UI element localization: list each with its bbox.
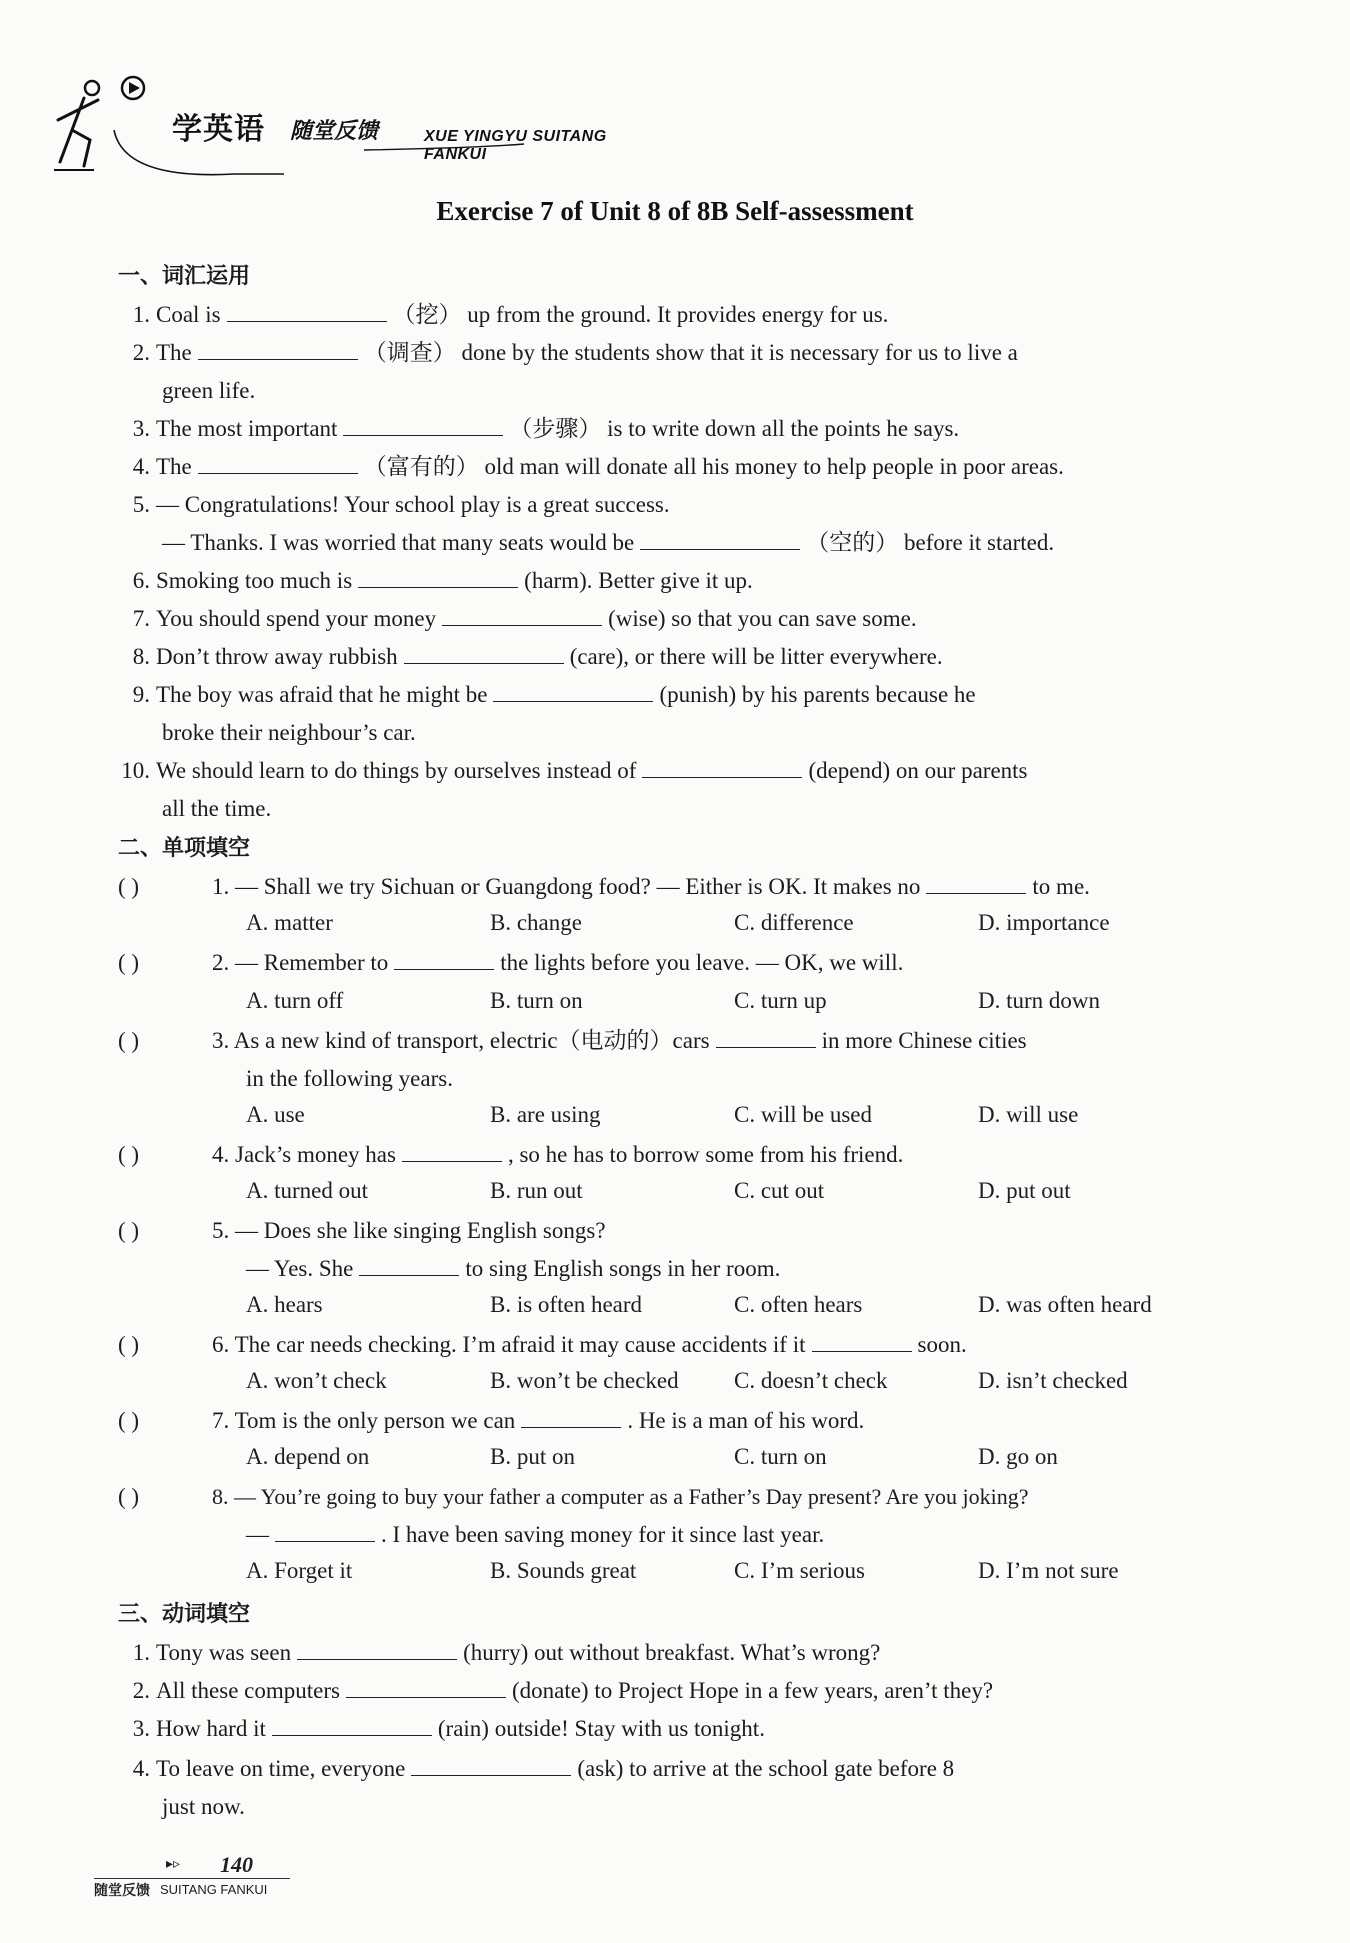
s3-item-4 bbox=[118, 1754, 954, 1784]
option-a[interactable]: A. turned out bbox=[246, 1178, 369, 1203]
answer-paren[interactable]: ( ) bbox=[118, 1408, 140, 1433]
answer-blank[interactable] bbox=[640, 529, 800, 550]
brand-subtitle-cn: 随堂反馈 bbox=[290, 119, 379, 144]
option-a[interactable]: A. won’t check bbox=[246, 1368, 387, 1393]
item-number: 9. bbox=[132, 682, 150, 707]
answer-blank[interactable] bbox=[402, 1141, 502, 1162]
section1-heading: 一、词汇运用 bbox=[118, 264, 251, 289]
item-text: — Yes. She bbox=[246, 1256, 354, 1281]
s1-item-1 bbox=[118, 300, 888, 330]
s1-item-10 bbox=[118, 756, 1028, 786]
option-b[interactable]: B. won’t be checked bbox=[490, 1368, 679, 1393]
item-text: soon. bbox=[917, 1332, 967, 1357]
s1-item-9 bbox=[118, 680, 976, 710]
item-text: the lights before you leave. — OK, we will. bbox=[500, 950, 904, 975]
option-c[interactable]: C. turn on bbox=[734, 1444, 827, 1469]
item-text: （空的） before it started. bbox=[806, 530, 1055, 555]
item-text: (wise) so that you can save some. bbox=[608, 606, 917, 631]
item-text: — Does she like singing English songs? bbox=[235, 1218, 606, 1243]
item-text: (care), or there will be litter everywhere. bbox=[569, 644, 943, 669]
brand-header bbox=[54, 70, 654, 180]
answer-blank[interactable] bbox=[343, 415, 503, 436]
item-text: (harm). Better give it up. bbox=[524, 568, 753, 593]
item-text: , so he has to borrow some from his friend. bbox=[507, 1142, 904, 1167]
s2-item-5-reply bbox=[246, 1254, 780, 1284]
answer-blank[interactable] bbox=[297, 1639, 457, 1660]
item-number: 4. bbox=[132, 1756, 150, 1781]
item-text: (punish) by his parents because he bbox=[659, 682, 976, 707]
s2-item-8 bbox=[212, 1482, 1028, 1512]
answer-blank[interactable] bbox=[394, 949, 494, 970]
item-text: — bbox=[246, 1522, 269, 1547]
option-c[interactable]: C. cut out bbox=[734, 1178, 825, 1203]
item-text: to me. bbox=[1032, 874, 1090, 899]
answer-blank[interactable] bbox=[198, 453, 358, 474]
s2-item-4 bbox=[212, 1140, 903, 1170]
item-text: (ask) to arrive at the school gate before 8 bbox=[577, 1756, 955, 1781]
answer-blank[interactable] bbox=[275, 1521, 375, 1542]
item-number: 8. bbox=[212, 1484, 229, 1509]
s1-item-8 bbox=[118, 642, 943, 672]
item-text: The bbox=[156, 454, 192, 479]
option-d[interactable]: D. will use bbox=[978, 1102, 1079, 1127]
option-c[interactable]: C. turn up bbox=[734, 988, 827, 1013]
arrow-right-icon: ▸▹ bbox=[166, 1856, 181, 1872]
s3-item-1 bbox=[118, 1638, 880, 1668]
option-c[interactable]: C. difference bbox=[734, 910, 854, 935]
s2-item-1 bbox=[212, 872, 1090, 902]
item-text: (depend) on our parents bbox=[808, 758, 1028, 783]
item-text: — Shall we try Sichuan or Guangdong food? — Either is OK. It makes no bbox=[235, 874, 921, 899]
item-number: 1. bbox=[132, 302, 150, 327]
option-a[interactable]: A. turn off bbox=[246, 988, 344, 1013]
s1-item-2 bbox=[118, 338, 1230, 368]
answer-paren[interactable]: ( ) bbox=[118, 1142, 140, 1167]
item-number: 4. bbox=[132, 454, 150, 479]
footer-pinyin: SUITANG FANKUI bbox=[160, 1882, 268, 1897]
option-b[interactable]: B. turn on bbox=[490, 988, 583, 1013]
s3-item-2 bbox=[118, 1676, 993, 1706]
option-b[interactable]: B. put on bbox=[490, 1444, 575, 1469]
item-number: 4. bbox=[212, 1142, 230, 1167]
item-text: All these computers bbox=[156, 1678, 340, 1703]
answer-blank[interactable] bbox=[404, 643, 564, 664]
item-text: （挖） up from the ground. It provides energy for us. bbox=[392, 302, 889, 327]
s2-item-6 bbox=[212, 1330, 967, 1360]
item-text: We should learn to do things by ourselves instead of bbox=[156, 758, 637, 783]
answer-paren[interactable]: ( ) bbox=[118, 950, 140, 975]
s1-item-3 bbox=[118, 414, 959, 444]
item-number: 8. bbox=[132, 644, 150, 669]
item-text: — Thanks. I was worried that many seats would be bbox=[162, 530, 635, 555]
answer-blank[interactable] bbox=[227, 301, 387, 322]
footer-divider bbox=[94, 1878, 290, 1879]
s1-item-5 bbox=[118, 490, 670, 520]
item-number: 7. bbox=[212, 1408, 230, 1433]
item-text: You should spend your money bbox=[156, 606, 437, 631]
answer-blank[interactable] bbox=[493, 681, 653, 702]
answer-blank[interactable] bbox=[346, 1677, 506, 1698]
answer-blank[interactable] bbox=[411, 1755, 571, 1776]
page-number: 140 bbox=[220, 1852, 253, 1877]
answer-paren[interactable]: ( ) bbox=[118, 874, 140, 899]
s1-item-2-cont: green life. bbox=[162, 378, 256, 403]
s1-item-4 bbox=[118, 452, 1064, 482]
item-number: 3. bbox=[132, 1716, 150, 1741]
answer-blank[interactable] bbox=[812, 1331, 912, 1352]
s2-item-5 bbox=[212, 1216, 606, 1246]
option-c[interactable]: C. often hears bbox=[734, 1292, 863, 1317]
item-number: 6. bbox=[212, 1332, 230, 1357]
answer-blank[interactable] bbox=[642, 757, 802, 778]
s1-item-10-cont: all the time. bbox=[162, 796, 272, 821]
item-number: 5. bbox=[212, 1218, 230, 1243]
item-text: — Congratulations! Your school play is a great success. bbox=[156, 492, 670, 517]
section3-heading: 三、动词填空 bbox=[118, 1602, 251, 1627]
s3-item-3 bbox=[118, 1714, 765, 1744]
option-a[interactable]: A. Forget it bbox=[246, 1558, 353, 1583]
option-a[interactable]: A. hears bbox=[246, 1292, 323, 1317]
option-b[interactable]: B. are using bbox=[490, 1102, 601, 1127]
section2-heading: 二、单项填空 bbox=[118, 836, 251, 861]
item-text: （调查） done by the students show that it is necessary for us to live a bbox=[363, 340, 1018, 365]
page-title: Exercise 7 of Unit 8 of 8B Self-assessment bbox=[436, 196, 914, 226]
item-text: to sing English songs in her room. bbox=[465, 1256, 781, 1281]
option-d[interactable]: D. I’m not sure bbox=[978, 1558, 1119, 1583]
item-number: 3. bbox=[212, 1028, 230, 1053]
answer-blank[interactable] bbox=[521, 1407, 621, 1428]
answer-blank[interactable] bbox=[358, 567, 518, 588]
option-c[interactable]: C. doesn’t check bbox=[734, 1368, 888, 1393]
item-text: How hard it bbox=[156, 1716, 266, 1741]
s2-item-3-cont: in the following years. bbox=[246, 1066, 453, 1091]
item-number: 1. bbox=[132, 1640, 150, 1665]
item-text: — You’re going to buy your father a computer as a Father’s Day present? Are you joking? bbox=[234, 1484, 1029, 1509]
option-d[interactable]: D. put out bbox=[978, 1178, 1071, 1203]
s1-item-5-reply bbox=[162, 528, 1054, 558]
item-number: 5. bbox=[132, 492, 150, 517]
answer-blank[interactable] bbox=[198, 339, 358, 360]
s2-item-3 bbox=[212, 1026, 1027, 1056]
item-text: The boy was afraid that he might be bbox=[156, 682, 488, 707]
s2-item-7 bbox=[212, 1406, 864, 1436]
answer-paren[interactable]: ( ) bbox=[118, 1332, 140, 1357]
item-text: The most important bbox=[156, 416, 338, 441]
item-text: (donate) to Project Hope in a few years, aren’t they? bbox=[511, 1678, 994, 1703]
item-text: Jack’s money has bbox=[235, 1142, 396, 1167]
option-c[interactable]: C. I’m serious bbox=[734, 1558, 865, 1583]
item-text: The bbox=[156, 340, 192, 365]
s1-item-9-cont: broke their neighbour’s car. bbox=[162, 720, 416, 745]
answer-blank[interactable] bbox=[359, 1255, 459, 1276]
item-text: The car needs checking. I’m afraid it may cause accidents if it bbox=[234, 1332, 806, 1357]
item-text: To leave on time, everyone bbox=[156, 1756, 406, 1781]
s2-item-2 bbox=[212, 948, 903, 978]
s1-item-6 bbox=[118, 566, 753, 596]
option-b[interactable]: B. is often heard bbox=[490, 1292, 643, 1317]
brand-pinyin: XUE YINGYU SUITANG FANKUI bbox=[424, 128, 607, 163]
item-text: Tom is the only person we can bbox=[234, 1408, 516, 1433]
option-d[interactable]: D. importance bbox=[978, 910, 1110, 935]
item-text: （富有的） old man will donate all his money to help people in poor areas. bbox=[363, 454, 1064, 479]
item-text: — Remember to bbox=[235, 950, 389, 975]
answer-blank[interactable] bbox=[926, 873, 1026, 894]
answer-paren[interactable]: ( ) bbox=[118, 1218, 140, 1243]
option-d[interactable]: D. go on bbox=[978, 1444, 1058, 1469]
option-b[interactable]: B. run out bbox=[490, 1178, 583, 1203]
item-number: 6. bbox=[132, 568, 150, 593]
item-text: Coal is bbox=[156, 302, 221, 327]
item-number: 7. bbox=[132, 606, 150, 631]
brand-title-cn: 学英语 bbox=[172, 112, 265, 147]
option-a[interactable]: A. depend on bbox=[246, 1444, 370, 1469]
item-number: 10. bbox=[121, 758, 150, 783]
option-d[interactable]: D. was often heard bbox=[978, 1292, 1152, 1317]
option-d[interactable]: D. turn down bbox=[978, 988, 1101, 1013]
option-a[interactable]: A. use bbox=[246, 1102, 305, 1127]
item-number: 2. bbox=[132, 1678, 150, 1703]
item-text: (hurry) out without breakfast. What’s wrong? bbox=[463, 1640, 881, 1665]
item-text: Tony was seen bbox=[156, 1640, 292, 1665]
item-text: . I have been saving money for it since last year. bbox=[381, 1522, 825, 1547]
item-number: 2. bbox=[132, 340, 150, 365]
item-text: （步骤） is to write down all the points he says. bbox=[509, 416, 960, 441]
item-number: 3. bbox=[132, 416, 150, 441]
option-b[interactable]: B. Sounds great bbox=[490, 1558, 637, 1583]
answer-paren[interactable]: ( ) bbox=[118, 1484, 140, 1509]
item-text: Don’t throw away rubbish bbox=[156, 644, 398, 669]
answer-blank[interactable] bbox=[716, 1027, 816, 1048]
answer-paren[interactable]: ( ) bbox=[118, 1028, 140, 1053]
option-c[interactable]: C. will be used bbox=[734, 1102, 872, 1127]
footer-cn: 随堂反馈 bbox=[94, 1883, 150, 1899]
item-text: (rain) outside! Stay with us tonight. bbox=[437, 1716, 765, 1741]
answer-blank[interactable] bbox=[442, 605, 602, 626]
s1-item-7 bbox=[118, 604, 917, 634]
item-number: 2. bbox=[212, 950, 230, 975]
answer-blank[interactable] bbox=[272, 1715, 432, 1736]
s3-item-4-cont: just now. bbox=[162, 1794, 245, 1819]
item-text: . He is a man of his word. bbox=[627, 1408, 865, 1433]
option-b[interactable]: B. change bbox=[490, 910, 582, 935]
item-text: in more Chinese cities bbox=[821, 1028, 1027, 1053]
item-number: 1. bbox=[212, 874, 230, 899]
item-text: Smoking too much is bbox=[156, 568, 353, 593]
option-a[interactable]: A. matter bbox=[246, 910, 333, 935]
option-d[interactable]: D. isn’t checked bbox=[978, 1368, 1128, 1393]
item-text: As a new kind of transport, electric（电动的）cars bbox=[233, 1028, 710, 1053]
s2-item-8-reply bbox=[246, 1520, 824, 1550]
